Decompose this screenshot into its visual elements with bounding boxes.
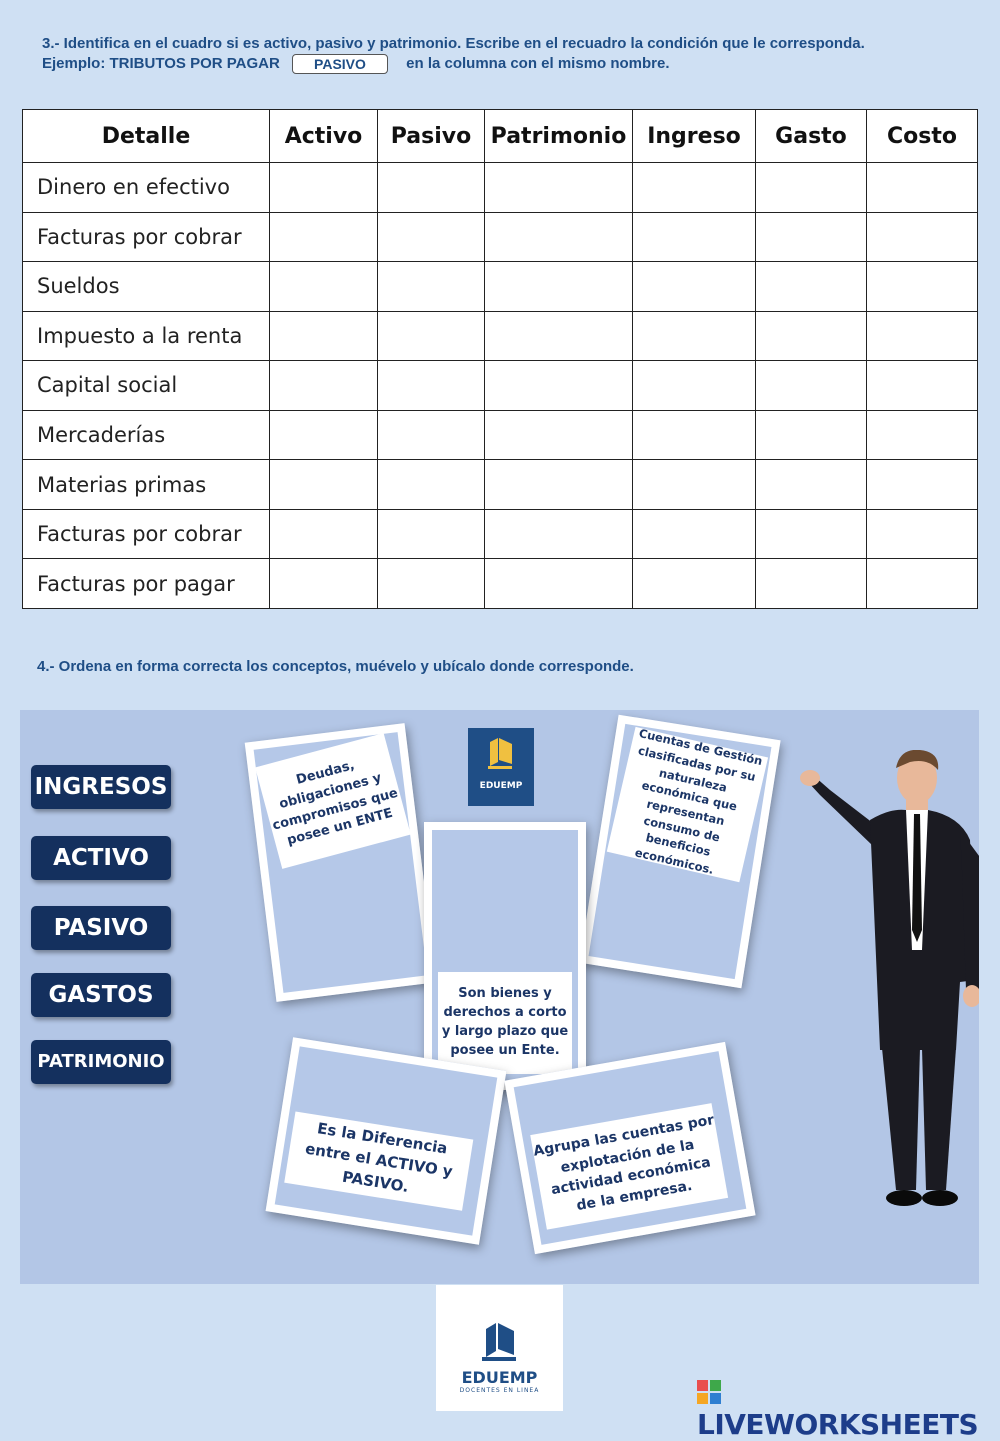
answer-cell-costo[interactable]	[867, 410, 978, 460]
answer-cell-pasivo[interactable]	[378, 509, 485, 559]
table-row	[23, 163, 978, 213]
answer-cell-gasto[interactable]	[756, 311, 867, 361]
answer-cell-activo[interactable]	[270, 163, 378, 213]
answer-cell-patrimonio[interactable]	[485, 163, 633, 213]
answer-cell-ingreso[interactable]	[633, 311, 756, 361]
answer-cell-ingreso[interactable]	[633, 163, 756, 213]
row-label: Impuesto a la renta	[23, 311, 270, 361]
header-gasto: Gasto	[756, 110, 867, 163]
row-label: Mercaderías	[23, 410, 270, 460]
question-3-line-2	[42, 54, 982, 74]
answer-cell-pasivo[interactable]	[378, 559, 485, 609]
answer-cell-gasto[interactable]	[756, 559, 867, 609]
answer-cell-ingreso[interactable]	[633, 262, 756, 312]
liveworksheets-badge-icon	[697, 1380, 721, 1404]
answer-cell-costo[interactable]	[867, 460, 978, 510]
header-ingreso: Ingreso	[633, 110, 756, 163]
answer-cell-activo[interactable]	[270, 361, 378, 411]
table-row	[23, 361, 978, 411]
card-deudas-text: Deudas, obligaciones y compromisos que posee un ENTE	[255, 733, 411, 869]
row-label: Sueldos	[23, 262, 270, 312]
liveworksheets-wordmark: LIVEWORKSHEETS	[697, 1408, 979, 1441]
answer-cell-pasivo[interactable]	[378, 163, 485, 213]
answer-cell-gasto[interactable]	[756, 410, 867, 460]
row-label: Materias primas	[23, 460, 270, 510]
table-row	[23, 311, 978, 361]
book-logo-icon	[468, 728, 534, 778]
answer-cell-gasto[interactable]	[756, 361, 867, 411]
row-label: Dinero en efectivo	[23, 163, 270, 213]
row-label: Facturas por cobrar	[23, 212, 270, 262]
card-deudas	[245, 723, 437, 1002]
answer-cell-costo[interactable]	[867, 311, 978, 361]
card-diferencia-text: Es la Diferencia entre el ACTIVO y PASIVO.	[284, 1111, 473, 1210]
answer-cell-pasivo[interactable]	[378, 212, 485, 262]
table-row	[23, 410, 978, 460]
eduemp-wordmark: EDUEMP	[461, 1368, 538, 1387]
card-agrupa	[504, 1042, 755, 1254]
header-detalle: Detalle	[23, 110, 270, 163]
card-diferencia	[266, 1037, 507, 1245]
card-agrupa-text: Agrupa las cuentas por explotación de la actividad económica de la empresa.	[530, 1103, 728, 1229]
answer-cell-activo[interactable]	[270, 262, 378, 312]
answer-cell-pasivo[interactable]	[378, 410, 485, 460]
eduemp-logo-small	[468, 728, 534, 806]
table-row	[23, 262, 978, 312]
answer-cell-ingreso[interactable]	[633, 559, 756, 609]
answer-cell-gasto[interactable]	[756, 163, 867, 213]
answer-cell-activo[interactable]	[270, 460, 378, 510]
answer-cell-costo[interactable]	[867, 361, 978, 411]
answer-cell-ingreso[interactable]	[633, 212, 756, 262]
header-costo: Costo	[867, 110, 978, 163]
answer-cell-patrimonio[interactable]	[485, 460, 633, 510]
answer-cell-activo[interactable]	[270, 509, 378, 559]
answer-cell-pasivo[interactable]	[378, 262, 485, 312]
answer-cell-costo[interactable]	[867, 559, 978, 609]
card-bienes-text: Son bienes y derechos a corto y largo plazo que posee un Ente.	[438, 972, 572, 1074]
eduemp-logo	[436, 1285, 563, 1411]
drag-drop-panel	[20, 710, 979, 1284]
row-label: Capital social	[23, 361, 270, 411]
businessman-illustration	[800, 750, 979, 1220]
chip-activo[interactable]: ACTIVO	[31, 836, 171, 880]
table-row	[23, 559, 978, 609]
header-patrimonio: Patrimonio	[485, 110, 633, 163]
table-row	[23, 460, 978, 510]
answer-cell-activo[interactable]	[270, 410, 378, 460]
liveworksheets-logo	[697, 1375, 1000, 1441]
answer-cell-costo[interactable]	[867, 262, 978, 312]
answer-cell-activo[interactable]	[270, 212, 378, 262]
answer-cell-pasivo[interactable]	[378, 311, 485, 361]
answer-cell-patrimonio[interactable]	[485, 361, 633, 411]
question-4-instructions: 4.- Ordena en forma correcta los conceptos, muévelo y ubícalo donde corresponde.	[37, 658, 634, 675]
answer-cell-gasto[interactable]	[756, 212, 867, 262]
answer-cell-patrimonio[interactable]	[485, 410, 633, 460]
table-row	[23, 212, 978, 262]
chip-patrimonio[interactable]: PATRIMONIO	[31, 1040, 171, 1084]
answer-cell-patrimonio[interactable]	[485, 559, 633, 609]
answer-cell-pasivo[interactable]	[378, 361, 485, 411]
example-answer-box: PASIVO	[292, 54, 388, 74]
chip-gastos[interactable]: GASTOS	[31, 973, 171, 1017]
classification-table	[22, 109, 978, 609]
chip-ingresos[interactable]: INGRESOS	[31, 765, 171, 809]
table-body	[23, 163, 978, 609]
answer-cell-gasto[interactable]	[756, 262, 867, 312]
answer-cell-patrimonio[interactable]	[485, 212, 633, 262]
card-cuentas-gestion-text: Cuentas de Gestión clasificadas por su naturaleza económica que representan consumo de beneficios económicos.	[607, 727, 768, 882]
book-logo-icon	[470, 1315, 530, 1367]
answer-cell-costo[interactable]	[867, 212, 978, 262]
eduemp-logo-small-text: EDUEMP	[479, 781, 523, 791]
question-3-line-1: 3.- Identifica en el cuadro si es activo, pasivo y patrimonio. Escribe en el recuadro la condición que le corresponda.	[42, 35, 865, 52]
answer-cell-ingreso[interactable]	[633, 509, 756, 559]
answer-cell-gasto[interactable]	[756, 509, 867, 559]
row-label: Facturas por cobrar	[23, 509, 270, 559]
eduemp-tagline: DOCENTES EN LINEA	[459, 1387, 540, 1394]
example-suffix: en la columna con el mismo nombre.	[406, 55, 670, 72]
card-cuentas-gestion	[579, 715, 780, 989]
card-bienes	[424, 822, 586, 1090]
answer-cell-patrimonio[interactable]	[485, 509, 633, 559]
answer-cell-patrimonio[interactable]	[485, 262, 633, 312]
answer-cell-gasto[interactable]	[756, 460, 867, 510]
answer-cell-activo[interactable]	[270, 559, 378, 609]
chip-pasivo[interactable]: PASIVO	[31, 906, 171, 950]
header-activo: Activo	[270, 110, 378, 163]
answer-cell-pasivo[interactable]	[378, 460, 485, 510]
answer-cell-activo[interactable]	[270, 311, 378, 361]
answer-cell-costo[interactable]	[867, 509, 978, 559]
example-label: Ejemplo: TRIBUTOS POR PAGAR	[42, 55, 280, 72]
table-header-row	[23, 110, 978, 163]
question-3-instructions	[42, 34, 982, 74]
header-pasivo: Pasivo	[378, 110, 485, 163]
answer-cell-ingreso[interactable]	[633, 410, 756, 460]
table-row	[23, 509, 978, 559]
answer-cell-ingreso[interactable]	[633, 361, 756, 411]
answer-cell-patrimonio[interactable]	[485, 311, 633, 361]
answer-cell-ingreso[interactable]	[633, 460, 756, 510]
row-label: Facturas por pagar	[23, 559, 270, 609]
answer-cell-costo[interactable]	[867, 163, 978, 213]
